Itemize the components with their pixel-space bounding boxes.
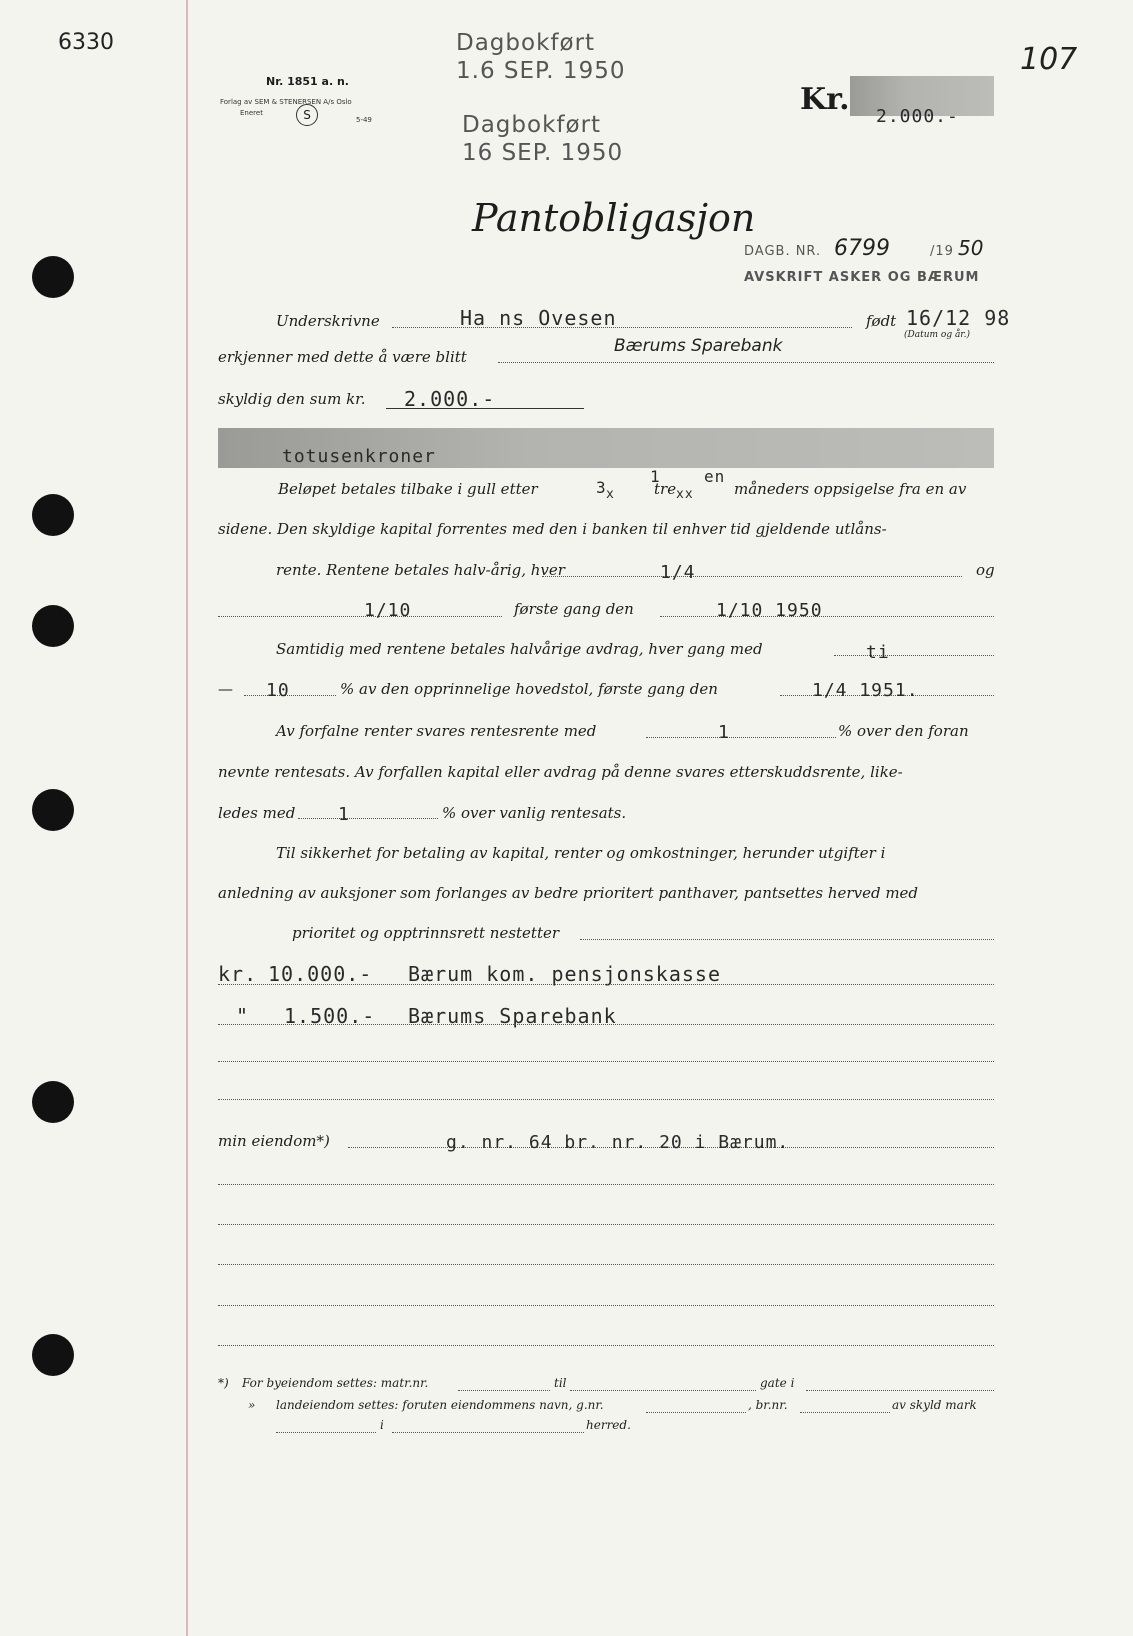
punch-hole [32, 494, 74, 536]
priority-amount: 10.000.- [268, 962, 373, 986]
priority-holder: Bærums Sparebank [408, 1004, 617, 1028]
punch-hole [32, 256, 74, 298]
publisher-line: Eneret [240, 109, 263, 117]
footnote-line: , br.nr. [748, 1398, 788, 1412]
priority-prefix: kr. [218, 962, 258, 986]
form-number: Nr. 1851 a. n. [266, 75, 349, 88]
terms-line: % av den opprinnelige hovedstol, første gang den [340, 680, 718, 698]
publisher-logo-icon: S [296, 104, 318, 126]
punch-hole [32, 1081, 74, 1123]
margin-rule [186, 0, 188, 1636]
fill-line [218, 1305, 994, 1306]
terms-line: % over vanlig rentesats. [442, 804, 627, 822]
fill-line [218, 1061, 994, 1062]
priority-amount: 1.500.- [284, 1004, 376, 1028]
page-title: Pantobligasjon [472, 196, 756, 240]
terms-line: Av forfalne renter svares rentesrente med [276, 722, 597, 740]
punch-hole [32, 789, 74, 831]
stamp-label: Dagbokført [456, 30, 596, 56]
born-date: 16/12 98 [906, 306, 1011, 330]
fill-line [834, 655, 994, 656]
stamp-date: 1.6 SEP. 1950 [456, 58, 626, 84]
dagb-label: DAGB. NR. [744, 244, 822, 259]
installment-words: ti [866, 642, 890, 663]
punch-hole [32, 605, 74, 647]
sum-value: 2.000.- [404, 387, 496, 411]
footnote-line: i [380, 1418, 384, 1432]
terms-line: % over den foran [838, 722, 969, 740]
sum-words: totusenkroner [282, 446, 436, 467]
terms-line: anledning av auksjoner som forlanges av bedre prioritert panthaver, pantsettes herved med [218, 884, 919, 902]
fill-line [218, 616, 502, 617]
header-amount: 2.000.- [876, 106, 959, 127]
footnote-line: av skyld mark [892, 1398, 977, 1412]
installment-percent: 10 [266, 680, 290, 701]
repay-value: tre [654, 480, 677, 498]
fill-line [218, 1024, 994, 1025]
archive-number: 6330 [58, 30, 114, 55]
publisher-line: Forlag av SEM & STENERSEN A/s Oslo [220, 98, 352, 106]
footnote-line: herred. [586, 1418, 631, 1432]
registry-office: AVSKRIFT ASKER OG BÆRUM [744, 270, 980, 285]
fill-line [218, 1345, 994, 1346]
fill-line [218, 1099, 994, 1100]
footnote-line: For byeiendom settes: matr.nr. [242, 1376, 429, 1390]
fill-line [800, 1412, 890, 1413]
undersigned-label: Underskrivne [276, 312, 380, 330]
terms-line: måneders oppsigelse fra en av [734, 480, 967, 498]
fill-line [218, 1224, 994, 1225]
priority-holder: Bærum kom. pensjonskasse [408, 962, 721, 986]
fill-line [646, 737, 836, 738]
terms-line: første gang den [514, 600, 634, 618]
owes-label: skyldig den sum kr. [218, 390, 366, 408]
punch-hole [32, 1334, 74, 1376]
fill-line [218, 1184, 994, 1185]
kr-label: Kr. [800, 82, 850, 117]
repay-value: x [606, 487, 615, 502]
repay-value: en [704, 467, 726, 486]
stamp-label: Dagbokført [462, 112, 602, 138]
first-installment-date: 1/4 1951. [812, 680, 919, 701]
terms-line: ledes med [218, 804, 296, 822]
interest-date: 1/4 [660, 562, 696, 583]
terms-line: sidene. Den skyldige kapital forrentes med den i banken til enhver tid gjeldende utlåns- [218, 520, 887, 538]
fill-line [646, 1412, 746, 1413]
terms-line: og [976, 561, 995, 579]
fill-line [218, 1264, 994, 1265]
stamp-date: 16 SEP. 1950 [462, 140, 624, 166]
fill-line [218, 984, 994, 985]
creditor-name: Bærums Sparebank [614, 336, 783, 356]
dagb-year-prefix: /19 [930, 244, 954, 259]
late-rate: 1 [338, 804, 350, 825]
property-value: g. nr. 64 br. nr. 20 i Bærum. [446, 1132, 790, 1153]
terms-line: Til sikkerhet for betaling av kapital, renter og omkostninger, herunder utgifter i [276, 844, 886, 862]
fill-line [498, 362, 994, 363]
interest-date: 1/10 [364, 600, 412, 621]
property-label: min eiendom*) [218, 1132, 330, 1150]
terms-line: Samtidig med rentene betales halvårige avdrag, hver gang med [276, 640, 763, 658]
fill-line [298, 818, 438, 819]
born-hint: (Datum og år.) [904, 330, 970, 340]
repay-value: 3 [596, 478, 607, 497]
fill-line [392, 1432, 584, 1433]
page-number: 107 [1020, 42, 1078, 77]
repay-value: 1 [650, 467, 661, 486]
footnote-line: gate i [760, 1376, 795, 1390]
penalty-rate: 1 [718, 722, 730, 743]
first-interest-date: 1/10 1950 [716, 600, 823, 621]
fill-line [806, 1390, 994, 1391]
footnote-star: *) [218, 1376, 229, 1390]
fill-line [580, 939, 994, 940]
fill-line [660, 616, 994, 617]
terms-line: prioritet og opptrinnsrett nestetter [292, 924, 560, 942]
terms-line: nevnte rentesats. Av forfallen kapital eller avdrag på denne svares etterskuddsrente, like- [218, 763, 903, 781]
fill-line [542, 576, 962, 577]
repay-value: xx [676, 487, 694, 502]
footnote-line: til [554, 1376, 567, 1390]
dagb-number: 6799 [834, 236, 890, 261]
footnote-line: landeiendom settes: foruten eiendommens navn, g.nr. [276, 1398, 604, 1412]
terms-line: Beløpet betales tilbake i gull etter [278, 480, 538, 498]
fill-line [244, 695, 336, 696]
undersigned-name: Ha ns Ovesen [460, 306, 617, 330]
fill-line [458, 1390, 550, 1391]
footnote-quote: » [248, 1398, 256, 1412]
fill-line [570, 1390, 756, 1391]
priority-prefix: " [236, 1004, 250, 1028]
terms-line: rente. Rentene betales halv-årig, hver [276, 561, 565, 579]
fill-line [276, 1432, 376, 1433]
acknowledges-label: erkjenner med dette å være blitt [218, 348, 467, 366]
born-label: født [866, 312, 897, 330]
terms-dash: — [218, 680, 233, 698]
publisher-code: 5-49 [356, 116, 372, 124]
dagb-year: 50 [958, 236, 984, 260]
